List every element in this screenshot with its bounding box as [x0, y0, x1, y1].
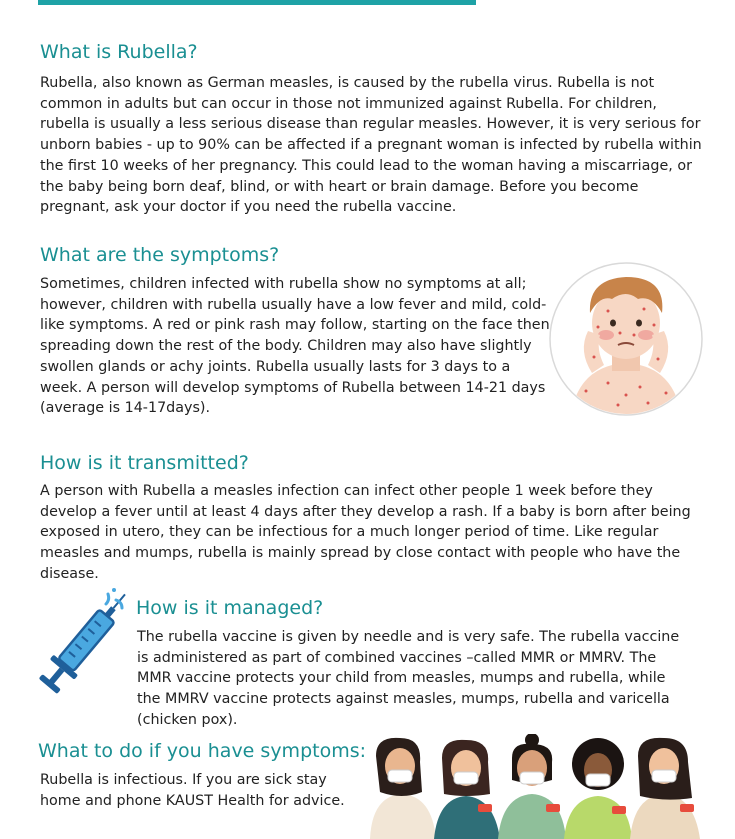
todo-heading: What to do if you have symptoms:	[38, 740, 367, 762]
managed-text: The rubella vaccine is given by needle and is very safe. The rubella vaccine is administered as part of combined vaccines –called MMR or MMRV. The MMR vaccine protects your child from measles, mumps and rubella, while the MMRV vaccine protects against measles, mumps, rubella and varicella (chicken pox).	[137, 629, 680, 728]
symptoms-text: Sometimes, children infected with rubella show no symptoms at all; however, children with rubella usually have a low fever and mild, cold-like symptoms. A red or pink rash may follow, starting on the face then spreading down the rest of the body. Children may also have slightly swollen glands or achy joints. Rubella usually lasts for 3 days to a week. A person will develop symptoms of Rubella between 14-21 days (average is 14-17days).	[40, 276, 550, 417]
todo-text: Rubella is infectious. If you are sick stay home and phone KAUST Health for advice.	[40, 772, 345, 809]
transmitted-heading: How is it transmitted?	[40, 452, 249, 474]
what-is-rubella-text: Rubella, also known as German measles, is caused by the rubella virus. Rubella is not common in adults but can occur in those not immunized against Rubella. For children, rubella is usually a less serious disease than regular measles. However, it is very serious for unborn babies - up to 90% can be affected if a pregnant woman is infected by rubella within the first 10 weeks of her pregnancy. This could lead to the woman having a miscarriage, or the baby being born deaf, blind, or with heart or brain damage. Before you become pregnant, ask your doctor if you need the rubella vaccine.	[40, 75, 702, 216]
managed-heading: How is it managed?	[136, 597, 324, 619]
symptoms-heading: What are the symptoms?	[40, 244, 280, 266]
sick-child-illustration	[548, 261, 704, 417]
top-accent-bar	[38, 0, 476, 5]
what-is-rubella-heading: What is Rubella?	[40, 41, 198, 63]
transmitted-text: A person with Rubella a measles infection can infect other people 1 week before they develop a fever until at least 4 days after they develop a rash. If a baby is born after being exposed in utero, they can be infectious for a much longer period of time. Like regular measles and mumps, rubella is mainly spread by close contact with people who have the disease.	[40, 483, 691, 582]
vaccinated-women-illustration	[362, 734, 722, 839]
syringe-icon	[30, 586, 130, 710]
